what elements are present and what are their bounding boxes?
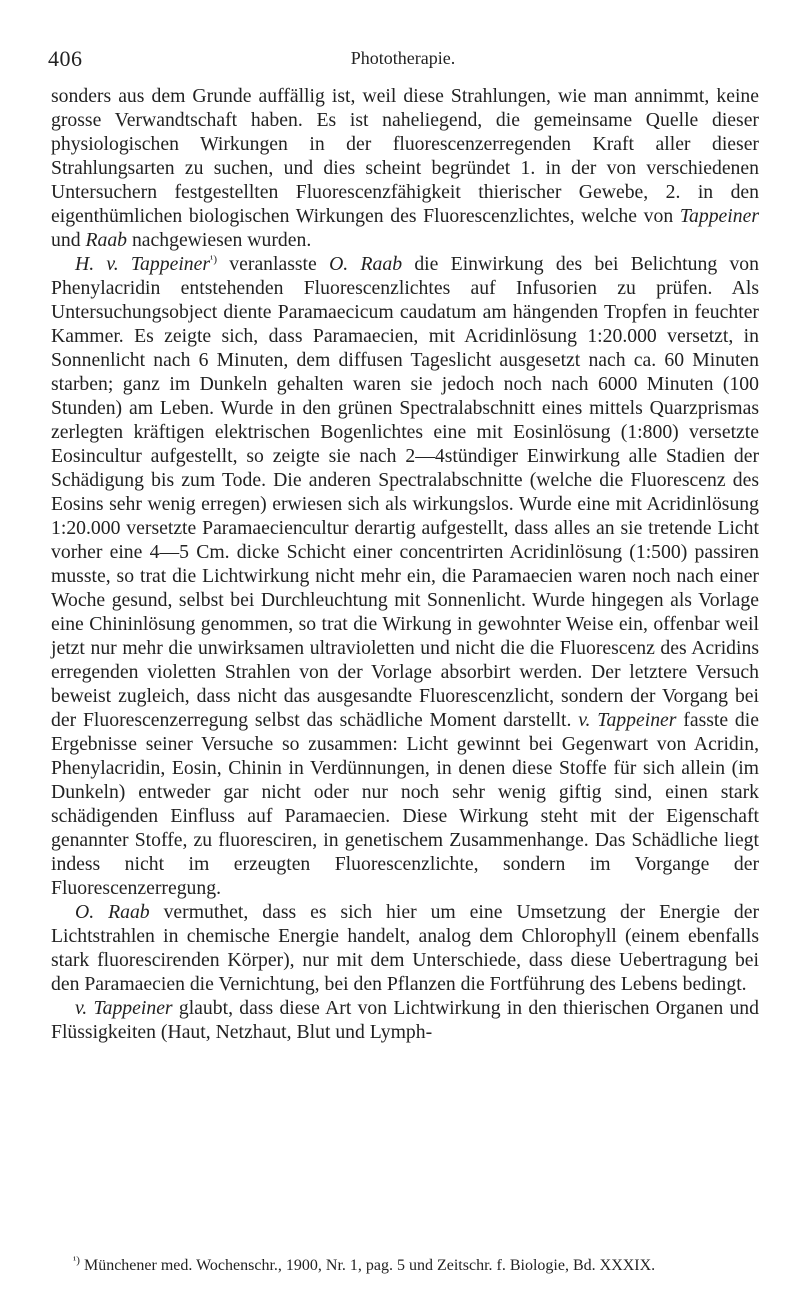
- text-run: fasste die Ergebnisse seiner Versuche so zusammen: Licht gewinnt bei Gegenwart von Acridin, Phenylacridin, Eosin, Chinin in Verdünnungen, in denen diese Stoffe für sich allein (im Dunkeln) entweder gar nicht oder nur noch sehr wenig giftig sind, einen stark schädigenden Einfluss auf Paramaecien. Diese Wirkung steht mit der Eigenschaft genannter Stoffe, zu fluoresciren, in genetischem Zusammenhange. Das Schädliche liegt indess nicht im erzeugten Fluorescenzlichte, sondern im Vorgange der Fluorescenzerregung.: [51, 709, 759, 899]
- text-run: sonders aus dem Grunde auffällig ist, weil diese Strahlungen, wie man annimmt, keine grosse Verwandtschaft haben. Es ist naheliegend, die gemeinsame Quelle dieser physiologischen Wirkungen in der fluorescenzerregenden Kraft aller dieser Strahlungsarten zu suchen, und dies scheint begründet 1. in der von verschiedenen Untersuchern festgestellten Fluorescenzfähigkeit thierischer Gewebe, 2. in den eigenthümlichen biologischen Wirkungen des Fluorescenzlichtes, welche von: [51, 85, 759, 227]
- page-header: [48, 32, 758, 71]
- text-run: vermuthet, dass es sich hier um eine Umsetzung der Energie der Lichtstrahlen in chemische Energie handelt, analog dem Chlorophyll (einem ebenfalls stark fluorescirenden Körper), nur mit dem Unterschiede, dass diese Uebertragung bei den Paramaecien die Vernichtung, bei den Pflanzen die Fortführung des Lebens bedingt.: [51, 901, 760, 995]
- footnote-marker: ¹): [73, 1254, 80, 1267]
- footnote: [51, 1254, 759, 1275]
- text-run: veranlasste: [217, 253, 330, 275]
- author-name: O. Raab: [329, 253, 403, 275]
- author-name: Raab: [85, 229, 128, 251]
- paragraph: [51, 900, 759, 996]
- author-name: Tappeiner: [679, 205, 759, 227]
- text-run: die Einwirkung des bei Belichtung von Phenylacridin entstehenden Fluorescenzlichtes auf Infusorien zu prüfen. Als Untersuchungsobject diente Paramaecicum caudatum am hängenden Tropfen in feuchter Kammer. Es zeigte sich, dass Paramaecien, mit Acridinlösung 1:20.000 versetzt, in Sonnenlicht nach 6 Minuten, dem diffusen Tageslicht ausgesetzt nach ca. 60 Minuten starben; ganz im Dunkeln gehalten waren sie jedoch noch nach 6000 Minuten (100 Stunden) am Leben. Wurde in den grünen Spectralabschnitt eines mittels Quarzprismas zerlegten kräftigen elektrischen Bogenlichtes eine mit Eosinlösung (1:800) versetzte Eosincultur aufgestellt, so zeigte sie nach 2—4stündiger Einwirkung alle Stadien der Schädigung bis zum Tode. Die anderen Spectralabschnitte (welche die Fluorescenz des Eosins sehr wenig erregen) erwiesen sich als wirkungslos. Wurde eine mit Acridinlösung 1:20.000 versetzte Paramaeciencultur derartig aufgestellt, dass alles an sie tretende Licht vorher eine 4—5 Cm. dicke Schicht einer concentrirten Acridinlösung (1:500) passiren musste, so trat die Lichtwirkung nicht mehr ein, die Paramaecien waren noch nach einer Woche gesund, selbst bei Durchleuchtung mit Sonnenlicht. Wurde hingegen als Vorlage eine Chininlösung genommen, so trat die Wirkung in gewohnter Weise ein, offenbar weil jetzt nur mehr die unwirksamen ultravioletten und nicht die die Fluorescenz des Acridins erregenden violetten Strahlen von der Vorlage absorbirt werden. Der letztere Versuch beweist zugleich, dass nicht das ausgesandte Fluorescenzlicht, sondern der Vorgang bei der Fluorescenzerregung selbst das schädliche Moment darstellt.: [51, 253, 759, 731]
- author-name: H. v. Tappeiner: [75, 253, 211, 275]
- text-run: nachgewiesen wurden.: [127, 229, 312, 251]
- text-run: und: [51, 229, 86, 251]
- running-title: Phototherapie.: [350, 48, 456, 68]
- author-name: v. Tappeiner: [578, 709, 677, 731]
- text-run: glaubt, dass diese Art von Lichtwirkung in den thierischen Organen und Flüssigkeiten (Haut, Netzhaut, Blut und Lymph-: [51, 997, 759, 1043]
- author-name: O. Raab: [75, 901, 150, 923]
- footnote-reference: ¹): [210, 253, 218, 266]
- footnote-text: [51, 1254, 759, 1275]
- author-name: v. Tappeiner: [75, 997, 173, 1019]
- paragraph: [51, 996, 759, 1044]
- body-text: [51, 84, 759, 1044]
- paragraph: [51, 252, 759, 900]
- page-number: 406: [48, 46, 83, 71]
- footnote-body: Münchener med. Wochenschr., 1900, Nr. 1, pag. 5 und Zeitschr. f. Biologie, Bd. XXXIX.: [79, 1257, 656, 1274]
- paragraph: [51, 84, 759, 252]
